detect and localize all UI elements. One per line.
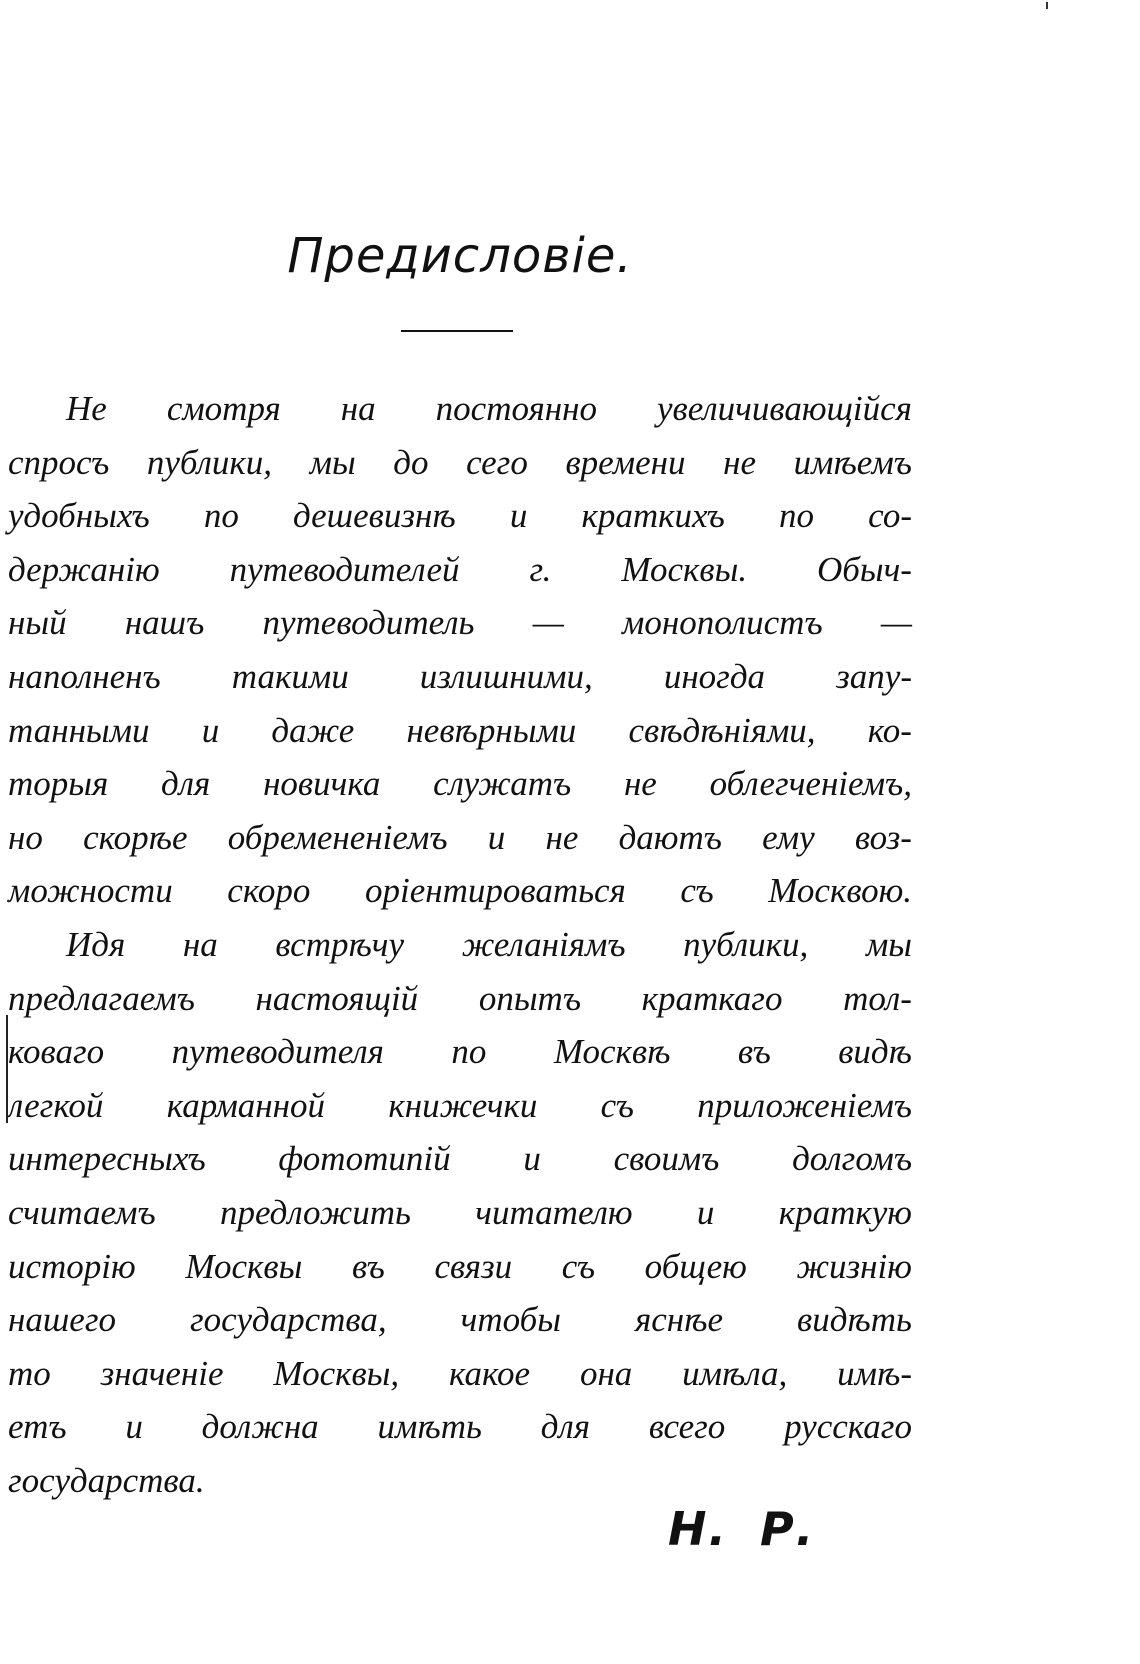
- word: Москвы.: [621, 549, 748, 589]
- word: съ: [680, 871, 714, 911]
- word: Москвы: [185, 1246, 303, 1286]
- word: съ: [600, 1085, 634, 1125]
- word: служатъ: [433, 764, 572, 804]
- word: читателю: [475, 1192, 633, 1232]
- text-line: [8, 489, 912, 543]
- word: запу-: [836, 656, 912, 696]
- word: нашъ: [124, 603, 205, 643]
- word: какое: [449, 1353, 531, 1393]
- word: публики,: [146, 442, 273, 482]
- word: Обыч-: [817, 549, 912, 589]
- text-line: [8, 1240, 912, 1294]
- word: тол-: [843, 978, 912, 1018]
- word: общею: [644, 1246, 747, 1286]
- word: ему: [762, 817, 815, 857]
- word: то: [8, 1353, 51, 1393]
- word: краткую: [778, 1192, 912, 1232]
- word: яснѣе: [634, 1300, 724, 1340]
- word: своимъ: [613, 1139, 720, 1179]
- text-line: [8, 972, 912, 1026]
- word: она: [579, 1353, 633, 1393]
- paragraph-2: [8, 918, 912, 1508]
- word: путеводителей: [229, 549, 460, 589]
- word: Москвы,: [273, 1353, 400, 1393]
- text-line: [8, 757, 912, 811]
- word: но: [8, 817, 43, 857]
- text-line: [8, 436, 912, 490]
- word: мы: [865, 924, 912, 964]
- word: новичка: [263, 764, 381, 804]
- word: интересныхъ: [8, 1139, 206, 1179]
- text-line: [8, 1347, 912, 1401]
- text-line: [8, 918, 912, 972]
- word: торыя: [8, 764, 109, 804]
- word: ный: [8, 603, 67, 643]
- word: по: [779, 496, 815, 536]
- word: етъ: [8, 1407, 67, 1447]
- word: и: [509, 496, 528, 536]
- text-line: [8, 1025, 912, 1079]
- word: по: [203, 496, 239, 536]
- word: такими: [231, 656, 349, 696]
- word: фототипій: [278, 1139, 451, 1179]
- word: оріентироваться: [364, 871, 626, 911]
- word: монополистъ: [622, 603, 823, 643]
- word: опытъ: [478, 978, 581, 1018]
- word: публики,: [683, 924, 809, 964]
- word: имѣла,: [682, 1353, 788, 1393]
- paragraph-1: [8, 382, 912, 918]
- word: настоящій: [255, 978, 419, 1018]
- word: краткихъ: [581, 496, 725, 536]
- word: государства.: [8, 1460, 205, 1500]
- word: мы: [309, 442, 356, 482]
- word: имѣть: [377, 1407, 482, 1447]
- word: не: [723, 442, 757, 482]
- word: сего: [466, 442, 528, 482]
- word: спросъ: [8, 442, 110, 482]
- word: въ: [351, 1246, 385, 1286]
- word: обремененіемъ: [227, 817, 448, 857]
- text-line: [8, 382, 912, 436]
- word: связи: [434, 1246, 513, 1286]
- text-line: [8, 811, 912, 865]
- word: Не: [66, 389, 107, 428]
- word: скоро: [227, 871, 311, 911]
- word: излишними,: [419, 656, 593, 696]
- word: Идя: [66, 924, 126, 964]
- scan-speck: [1046, 2, 1048, 9]
- word: на: [340, 389, 376, 428]
- text-line: [8, 1132, 912, 1186]
- word: скорѣе: [83, 817, 188, 857]
- word: и: [696, 1192, 715, 1232]
- word: для: [161, 764, 211, 804]
- word: приложеніемъ: [697, 1085, 912, 1125]
- text-line: [8, 1186, 912, 1240]
- title-divider: [401, 330, 513, 332]
- word: должна: [201, 1407, 319, 1447]
- word: иногда: [663, 656, 766, 696]
- word: удобныхъ: [8, 496, 150, 536]
- word: предложить: [219, 1192, 411, 1232]
- word: Москвою.: [768, 871, 912, 911]
- signature: Н. Р.: [668, 1502, 816, 1556]
- word: значеніе: [100, 1353, 224, 1393]
- word: русскаго: [784, 1407, 912, 1447]
- text-line: [8, 864, 912, 918]
- word: можности: [8, 871, 173, 911]
- word: по: [451, 1032, 487, 1072]
- page-title: Предисловіе.: [287, 228, 633, 284]
- word: времени: [565, 442, 686, 482]
- word: коваго: [8, 1032, 105, 1072]
- word: жизнію: [796, 1246, 912, 1286]
- word: —: [532, 603, 564, 643]
- word: и: [523, 1139, 541, 1179]
- text-line: [8, 650, 912, 704]
- word: не: [545, 817, 579, 857]
- word: легкой: [8, 1085, 104, 1125]
- text-line: [8, 1293, 912, 1347]
- text-line: [8, 704, 912, 758]
- word: считаемъ: [8, 1192, 156, 1232]
- word: желаніямъ: [461, 924, 626, 964]
- word: съ: [561, 1246, 596, 1286]
- word: Москвѣ: [553, 1032, 671, 1072]
- word: имѣ-: [837, 1353, 912, 1393]
- word: предлагаемъ: [8, 978, 195, 1018]
- word: видѣ: [838, 1032, 912, 1072]
- word: даютъ: [618, 817, 722, 857]
- word: долгомъ: [792, 1139, 912, 1179]
- preface-text: [8, 382, 912, 1507]
- word: государства,: [190, 1300, 387, 1340]
- word: смотря: [166, 389, 281, 428]
- text-line: [8, 1454, 912, 1508]
- word: на: [182, 924, 218, 964]
- word: ко-: [867, 710, 912, 750]
- word: увеличивающійся: [657, 389, 912, 428]
- word: г.: [529, 549, 552, 589]
- word: свѣдѣніями,: [628, 710, 816, 750]
- word: воз-: [854, 817, 912, 857]
- word: танными: [8, 710, 150, 750]
- word: книжечки: [388, 1085, 538, 1125]
- word: до: [393, 442, 429, 482]
- word: путеводителя: [171, 1032, 384, 1072]
- text-line: [8, 1079, 912, 1133]
- word: всего: [648, 1407, 726, 1447]
- word: со-: [868, 496, 912, 536]
- word: видѣть: [797, 1300, 912, 1340]
- word: невѣрными: [406, 710, 577, 750]
- word: и: [201, 710, 220, 750]
- word: краткаго: [641, 978, 783, 1018]
- word: и: [487, 817, 506, 857]
- word: для: [540, 1407, 590, 1447]
- word: имѣемъ: [793, 442, 912, 482]
- word: дешевизнѣ: [293, 496, 456, 536]
- word: путеводитель: [262, 603, 475, 643]
- margin-bracket-mark: [6, 1015, 8, 1123]
- word: наполненъ: [8, 656, 161, 696]
- word: карманной: [166, 1085, 326, 1125]
- text-line: [8, 1400, 912, 1454]
- word: постоянно: [435, 389, 598, 428]
- text-line: [8, 596, 912, 650]
- word: исторію: [8, 1246, 136, 1286]
- word: держанію: [8, 549, 160, 589]
- word: въ: [737, 1032, 771, 1072]
- word: —: [880, 603, 912, 643]
- word: облегченіемъ,: [709, 764, 912, 804]
- word: даже: [271, 710, 355, 750]
- text-line: [8, 543, 912, 597]
- word: нашего: [8, 1300, 116, 1340]
- word: не: [623, 764, 657, 804]
- word: чтобы: [460, 1300, 561, 1340]
- word: и: [125, 1407, 143, 1447]
- word: встрѣчу: [275, 924, 405, 964]
